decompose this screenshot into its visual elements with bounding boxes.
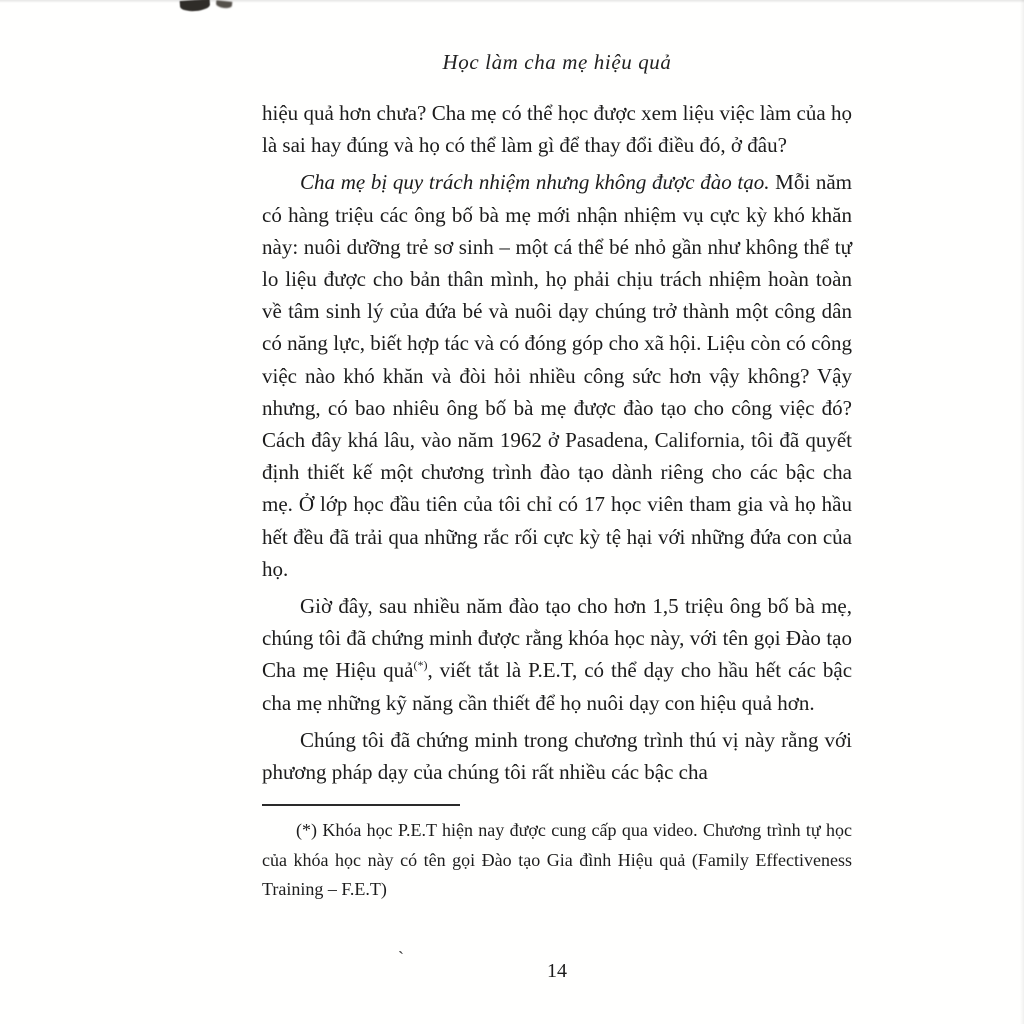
paragraph-text: Mỗi năm có hàng triệu các ông bố bà mẹ mới nhận nhiệm vụ cực kỳ khó khăn này: nuôi dưỡng trẻ sơ sinh – một cá thể bé nhỏ gần như không thể tự lo liệu được cho bản thân mình, họ phải chịu trách nhiệm hoàn toàn về tâm sinh lý của đứa bé và nuôi dạy chúng trở thành một công dân có năng lực, biết hợp tác và có đóng góp cho xã hội. Liệu còn có công việc nào khó khăn và đòi hỏi nhiều công sức hơn vậy không? Vậy nhưng, có bao nhiêu ông bố bà mẹ được đào tạo cho công việc đó? Cách đây khá lâu, vào năm 1962 ở Pasadena, California, tôi đã quyết định thiết kế một chương trình đào tạo dành riêng cho các bậc cha mẹ. Ở lớp học đầu tiên của tôi chỉ có 17 học viên tham gia và họ hầu hết đều đã trải qua những rắc rối cực kỳ tệ hại với những đứa con của họ. (262, 170, 853, 581)
footnote-marker: (*) (296, 820, 317, 841)
paragraph-text: , viết tắt là P.E.T, có thể dạy cho hầu hết các bậc cha mẹ những kỹ năng cần thiết để họ nuôi dạy con hiệu quả hơn. (262, 658, 853, 715)
paragraph (262, 590, 852, 719)
paragraph-text: Chúng tôi đã chứng minh trong chương trình thú vị này rằng với phương pháp dạy của chúng tôi rất nhiều các bậc cha (262, 727, 852, 785)
footnote-reference: (*) (413, 658, 428, 673)
running-header: Học làm cha mẹ hiệu quả (442, 50, 672, 74)
scan-artifact-stray-mark: ` (398, 948, 404, 968)
paragraph-text: Giờ đây, sau nhiều năm đào tạo cho hơn 1,5 triệu ông bố bà mẹ, chúng tôi đã chứng minh được rằng khóa học này, với tên gọi Đào tạo Cha mẹ Hiệu quả (262, 594, 852, 683)
page-number: 14 (547, 960, 567, 982)
paragraph (262, 166, 852, 585)
text-block (262, 97, 852, 905)
scan-edge-shadow-right (1020, 0, 1024, 1024)
paragraph-lead-italic: Cha mẹ bị quy trách nhiệm nhưng không được đào tạo. (300, 170, 770, 195)
paragraph-continuation (262, 97, 852, 161)
footnote (262, 816, 852, 905)
scan-artifact-smudge (180, 0, 211, 12)
scan-artifact-smudge (216, 0, 233, 9)
footnote-text: Khóa học P.E.T hiện nay được cung cấp qua video. Chương trình tự học của khóa học này có tên gọi Đào tạo Gia đình Hiệu quả (Family Effectiveness Training – F.E.T) (262, 820, 852, 900)
paragraph-text: hiệu quả hơn chưa? Cha mẹ có thể học được xem liệu việc làm của họ là sai hay đúng và họ có thể làm gì để thay đổi điều đó, ở đâu? (262, 101, 852, 158)
paragraph (262, 724, 852, 788)
footnote-divider (262, 804, 460, 806)
scan-edge-shadow-top (0, 0, 1024, 3)
